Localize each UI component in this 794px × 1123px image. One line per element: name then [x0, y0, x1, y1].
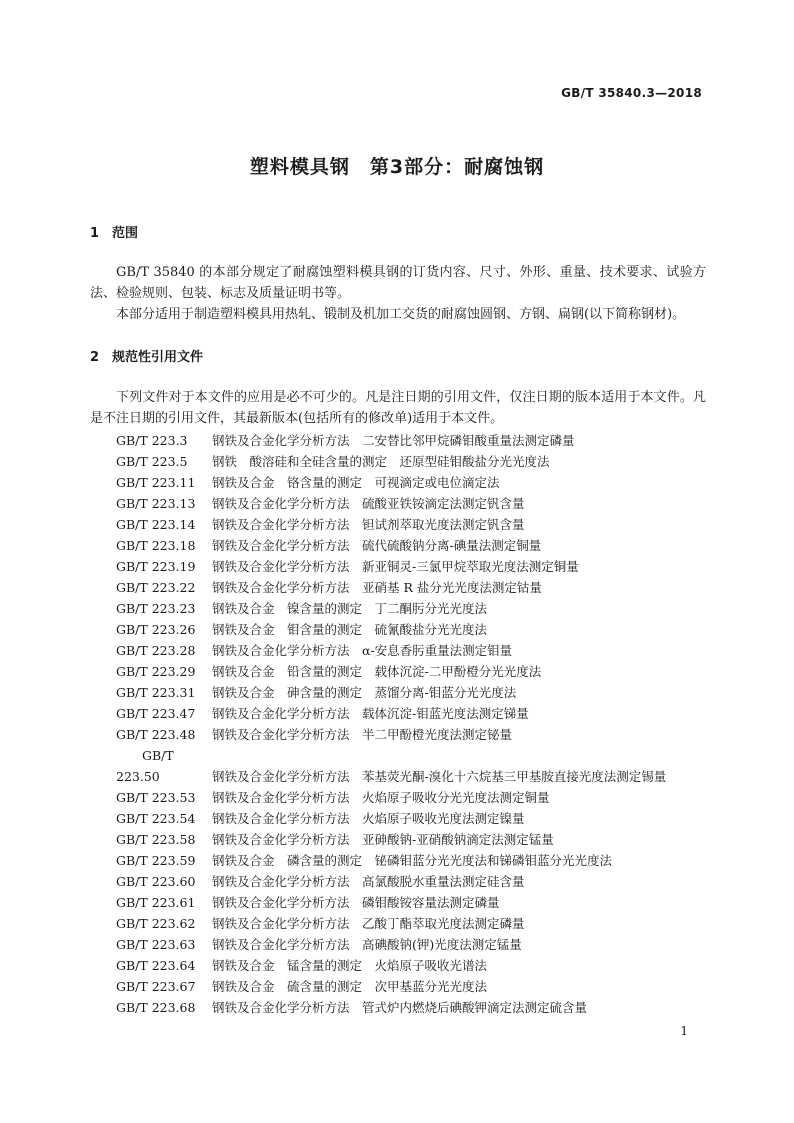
reference-item	[90, 724, 706, 745]
scope-paragraph-1: GB/T 35840 的本部分规定了耐腐蚀塑料模具钢的订货内容、尺寸、外形、重量、技术要求、试验方法、检验规则、包装、标志及质量证明书等。	[90, 265, 706, 301]
reference-title: 钢铁及合金化学分析方法 钽试剂萃取光度法测定钒含量	[212, 517, 525, 532]
reference-code: GB/T 223.67	[116, 979, 196, 994]
standard-code: GB/T 35840.3—2018	[561, 86, 702, 100]
reference-title: 钢铁及合金化学分析方法 高碘酸钠(钾)光度法测定锰量	[212, 937, 522, 952]
reference-title: 钢铁及合金化学分析方法 高氯酸脱水重量法测定硅含量	[212, 874, 525, 889]
reference-item	[90, 598, 706, 619]
reference-code: GB/T 223.47	[116, 706, 196, 721]
page-number: 1	[680, 1024, 688, 1038]
reference-code: GB/T 223.28	[116, 643, 196, 658]
reference-title: 钢铁及合金 镍含量的测定 丁二酮肟分光光度法	[212, 601, 488, 616]
reference-title: 钢铁及合金 磷含量的测定 铋磷钼蓝分光光度法和锑磷钼蓝分光光度法	[212, 853, 613, 868]
section-2-heading	[90, 346, 203, 365]
reference-item	[90, 934, 706, 955]
reference-code: GB/T 223.61	[116, 895, 196, 910]
reference-code: GB/T 223.18	[116, 538, 196, 553]
reference-code: GB/T 223.26	[116, 622, 196, 637]
reference-item	[90, 493, 706, 514]
reference-code: GB/T 223.54	[116, 811, 196, 826]
reference-item	[90, 892, 706, 913]
reference-item	[90, 535, 706, 556]
reference-code: GB/T 223.50	[116, 748, 174, 784]
reference-code: GB/T 223.23	[116, 601, 196, 616]
reference-item	[90, 661, 706, 682]
reference-code: GB/T 223.31	[116, 685, 196, 700]
reference-item	[90, 976, 706, 997]
reference-title: 钢铁及合金化学分析方法 火焰原子吸收分光光度法测定铜量	[212, 790, 550, 805]
reference-item	[90, 808, 706, 829]
reference-code: GB/T 223.3	[116, 433, 188, 448]
reference-item	[90, 829, 706, 850]
reference-code: GB/T 223.58	[116, 832, 196, 847]
reference-title: 钢铁及合金化学分析方法 载体沉淀-钼蓝光度法测定锑量	[212, 706, 529, 721]
reference-code: GB/T 223.29	[116, 664, 196, 679]
scope-paragraph-2: 本部分适用于制造塑料模具用热轧、锻制及机加工交货的耐腐蚀圆钢、方钢、扁钢(以下简称钢材)。	[116, 307, 686, 322]
reference-title: 钢铁及合金 锰含量的测定 火焰原子吸收光谱法	[212, 958, 488, 973]
reference-title: 钢铁 酸溶硅和全硅含量的测定 还原型硅钼酸盐分光光度法	[212, 454, 550, 469]
reference-item	[90, 955, 706, 976]
reference-code: GB/T 223.53	[116, 790, 196, 805]
reference-code: GB/T 223.63	[116, 937, 196, 952]
reference-title: 钢铁及合金化学分析方法 硫酸亚铁铵滴定法测定钒含量	[212, 496, 525, 511]
reference-item	[90, 913, 706, 934]
reference-item	[90, 556, 706, 577]
reference-code: GB/T 223.19	[116, 559, 196, 574]
section-1-heading	[90, 222, 138, 241]
reference-title: 钢铁及合金化学分析方法 亚砷酸钠-亚硝酸钠滴定法测定锰量	[212, 832, 554, 847]
reference-item	[90, 472, 706, 493]
reference-item	[90, 787, 706, 808]
reference-item	[90, 682, 706, 703]
reference-title: 钢铁及合金化学分析方法 二安替比邻甲烷磷钼酸重量法测定磷量	[212, 433, 575, 448]
reference-item	[90, 871, 706, 892]
reference-code: GB/T 223.62	[116, 916, 196, 931]
reference-item	[90, 640, 706, 661]
reference-title: 钢铁及合金 铅含量的测定 载体沉淀-二甲酚橙分光光度法	[212, 664, 542, 679]
reference-code: GB/T 223.13	[116, 496, 196, 511]
reference-title: 钢铁及合金 钼含量的测定 硫氰酸盐分光光度法	[212, 622, 488, 637]
reference-code: GB/T 223.22	[116, 580, 196, 595]
reference-list	[90, 430, 706, 1018]
reference-title: 钢铁及合金化学分析方法 苯基荧光酮-溴化十六烷基三甲基胺直接光度法测定锡量	[212, 769, 667, 784]
document-title: 塑料模具钢 第3部分：耐腐蚀钢	[249, 156, 545, 178]
reference-code: GB/T 223.60	[116, 874, 196, 889]
reference-code: GB/T 223.5	[116, 454, 188, 469]
reference-item	[90, 745, 706, 787]
reference-item	[90, 997, 706, 1018]
reference-title: 钢铁及合金化学分析方法 新亚铜灵-三氯甲烷萃取光度法测定铜量	[212, 559, 579, 574]
reference-title: 钢铁及合金化学分析方法 乙酸丁酯萃取光度法测定磷量	[212, 916, 525, 931]
reference-title: 钢铁及合金 铬含量的测定 可视滴定或电位滴定法	[212, 475, 500, 490]
reference-code: GB/T 223.48	[116, 727, 196, 742]
reference-title: 钢铁及合金化学分析方法 亚硝基 R 盐分光光度法测定钴量	[212, 580, 542, 595]
reference-title: 钢铁及合金 砷含量的测定 蒸馏分离-钼蓝分光光度法	[212, 685, 517, 700]
reference-item	[90, 619, 706, 640]
reference-title: 钢铁及合金化学分析方法 火焰原子吸收光度法测定镍量	[212, 811, 525, 826]
reference-title: 钢铁及合金化学分析方法 管式炉内燃烧后碘酸钾滴定法测定硫含量	[212, 1000, 588, 1015]
section-number: 1	[90, 226, 100, 241]
reference-title: 钢铁及合金化学分析方法 α-安息香肟重量法测定钼量	[212, 643, 513, 658]
reference-item	[90, 451, 706, 472]
reference-code: GB/T 223.64	[116, 958, 196, 973]
reference-title: 钢铁及合金 硫含量的测定 次甲基蓝分光光度法	[212, 979, 488, 994]
reference-item	[90, 850, 706, 871]
reference-item	[90, 577, 706, 598]
reference-code: GB/T 223.14	[116, 517, 196, 532]
reference-title: 钢铁及合金化学分析方法 磷钼酸铵容量法测定磷量	[212, 895, 500, 910]
reference-code: GB/T 223.68	[116, 1000, 196, 1015]
reference-item	[90, 430, 706, 451]
reference-item	[90, 703, 706, 724]
reference-title: 钢铁及合金化学分析方法 半二甲酚橙光度法测定铋量	[212, 727, 513, 742]
reference-item	[90, 514, 706, 535]
reference-code: GB/T 223.11	[116, 475, 196, 490]
references-intro: 下列文件对于本文件的应用是必不可少的。凡是注日期的引用文件，仅注日期的版本适用于本文件。凡是不注日期的引用文件，其最新版本(包括所有的修改单)适用于本文件。	[90, 390, 706, 426]
section-title: 范围	[112, 226, 139, 241]
section-title: 规范性引用文件	[112, 350, 204, 365]
reference-title: 钢铁及合金化学分析方法 硫代硫酸钠分离-碘量法测定铜量	[212, 538, 542, 553]
reference-code: GB/T 223.59	[116, 853, 196, 868]
section-number: 2	[90, 350, 100, 365]
